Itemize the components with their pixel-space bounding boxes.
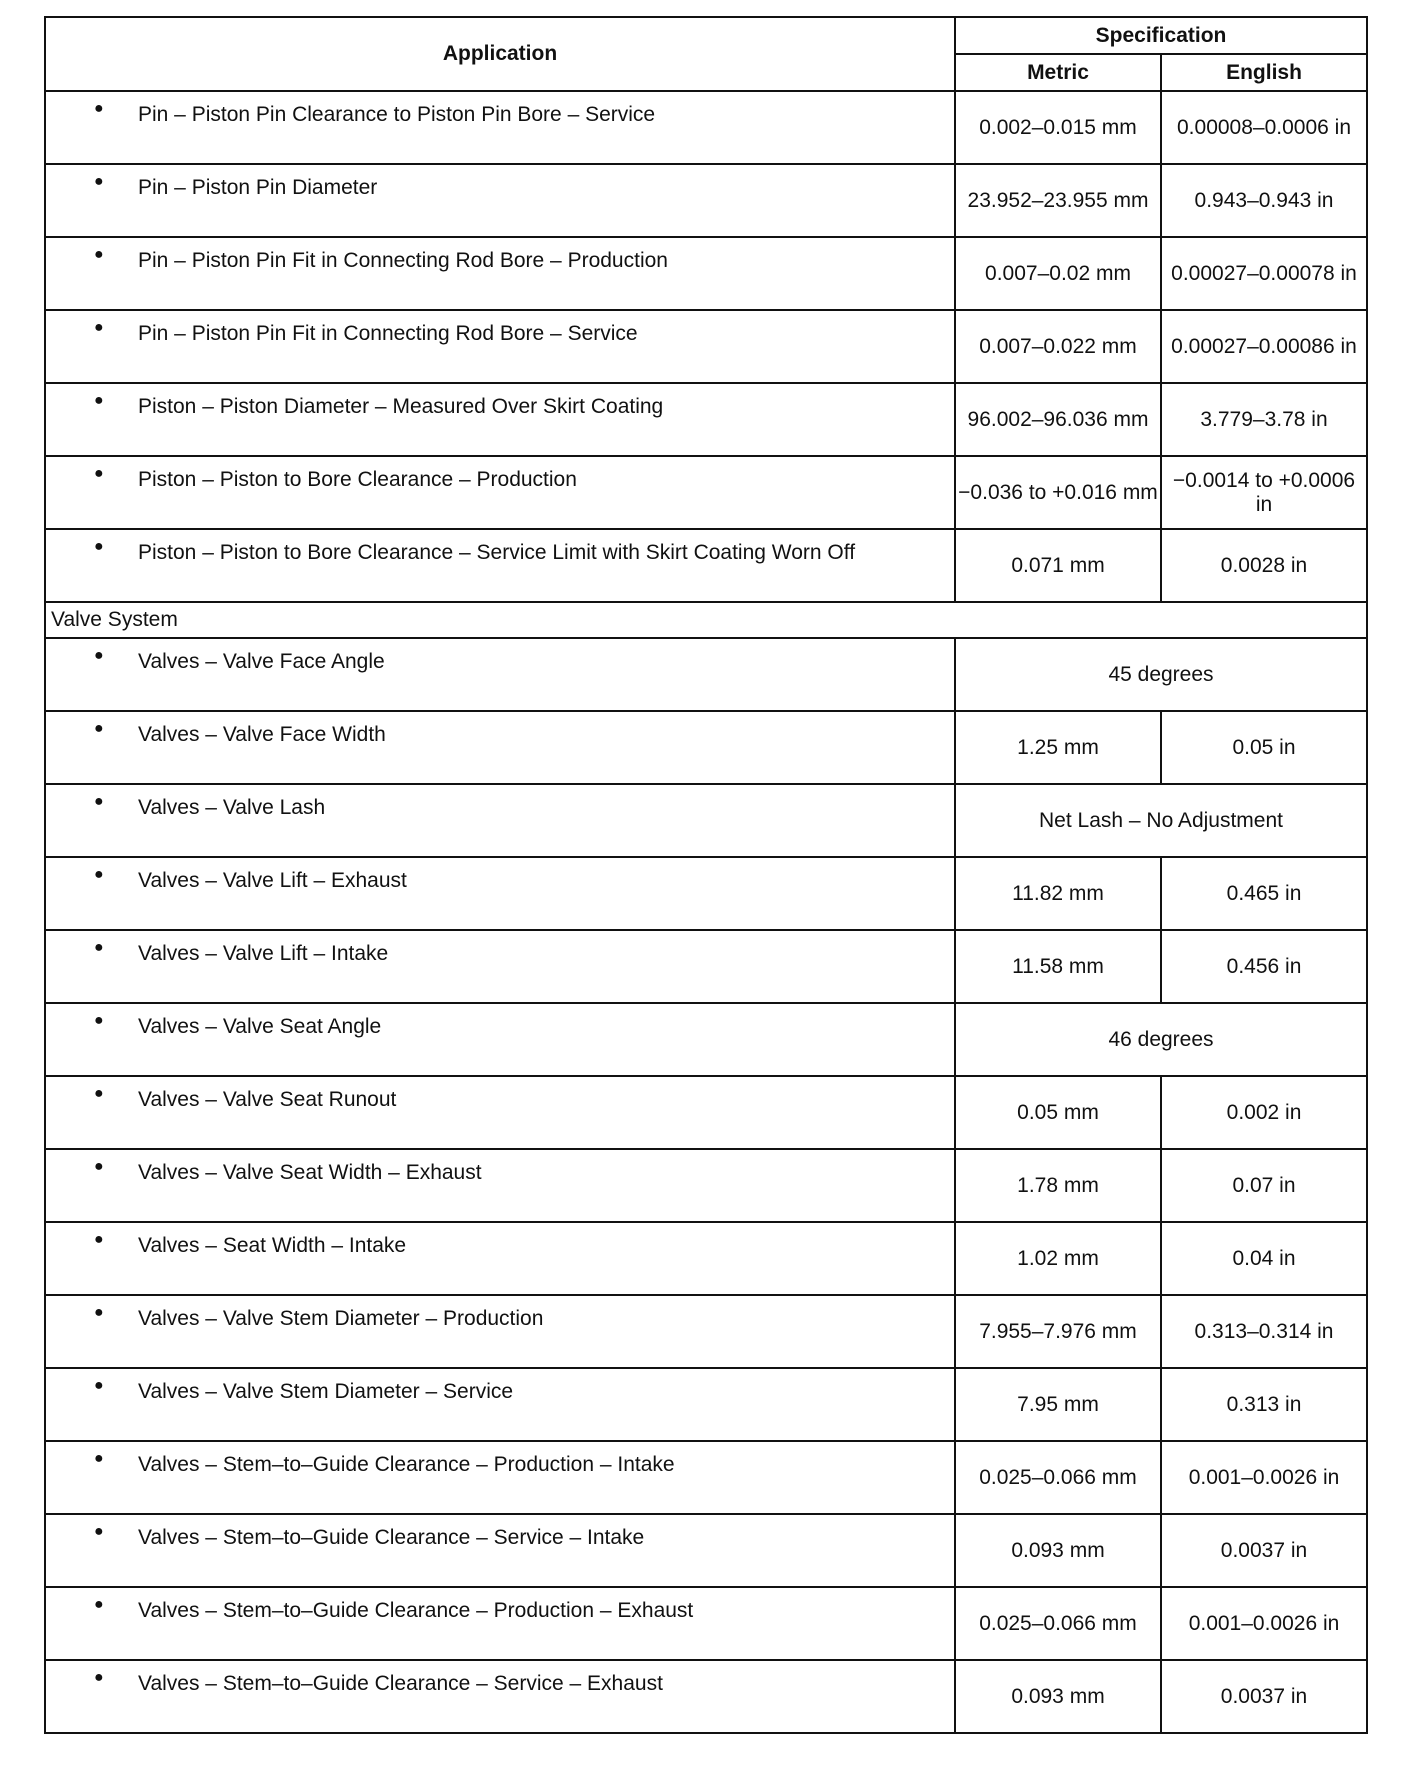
table-row: [45, 1514, 1367, 1587]
application-cell: [45, 91, 955, 164]
application-cell: [45, 857, 955, 930]
bullet-icon: ●: [94, 720, 104, 737]
application-text: Valves – Valve Lift – Intake: [138, 942, 389, 965]
bullet-icon: ●: [94, 392, 104, 409]
application-cell: [45, 1514, 955, 1587]
application-text: Valves – Valve Seat Runout: [138, 1088, 397, 1111]
metric-value-cell: 0.007–0.022 mm: [955, 310, 1161, 383]
section-row: [45, 602, 1367, 638]
english-value-cell: −0.0014 to +0.0006 in: [1161, 456, 1367, 529]
english-value-cell: 0.001–0.0026 in: [1161, 1441, 1367, 1514]
english-value-cell: 0.0028 in: [1161, 529, 1367, 602]
metric-value-cell: 0.071 mm: [955, 529, 1161, 602]
bullet-icon: ●: [94, 1377, 104, 1394]
english-value-cell: 0.04 in: [1161, 1222, 1367, 1295]
bullet-icon: ●: [94, 1158, 104, 1175]
english-value-cell: 0.002 in: [1161, 1076, 1367, 1149]
spec-table-body: [45, 91, 1367, 1733]
application-text: Valves – Valve Face Angle: [138, 650, 385, 673]
application-text: Pin – Piston Pin Fit in Connecting Rod Bore – Production: [138, 249, 668, 272]
application-text: Valves – Valve Seat Width – Exhaust: [138, 1161, 482, 1184]
bullet-icon: ●: [94, 1523, 104, 1540]
english-value-cell: 0.313 in: [1161, 1368, 1367, 1441]
metric-value-cell: 0.007–0.02 mm: [955, 237, 1161, 310]
bullet-icon: ●: [94, 173, 104, 190]
application-cell: [45, 1368, 955, 1441]
metric-value-cell: 0.025–0.066 mm: [955, 1441, 1161, 1514]
bullet-icon: ●: [94, 1450, 104, 1467]
metric-value-cell: 7.955–7.976 mm: [955, 1295, 1161, 1368]
application-text: Pin – Piston Pin Fit in Connecting Rod Bore – Service: [138, 322, 638, 345]
metric-value-cell: 0.002–0.015 mm: [955, 91, 1161, 164]
metric-value-cell: 11.58 mm: [955, 930, 1161, 1003]
bullet-icon: ●: [94, 866, 104, 883]
bullet-icon: ●: [94, 1304, 104, 1321]
table-row: [45, 930, 1367, 1003]
spec-table: [44, 16, 1368, 1734]
bullet-icon: ●: [94, 1231, 104, 1248]
bullet-icon: ●: [94, 465, 104, 482]
application-cell: [45, 1660, 955, 1733]
english-value-cell: 0.00027–0.00086 in: [1161, 310, 1367, 383]
metric-value-cell: 0.093 mm: [955, 1660, 1161, 1733]
bullet-icon: ●: [94, 246, 104, 263]
bullet-icon: ●: [94, 538, 104, 555]
application-text: Valves – Valve Stem Diameter – Service: [138, 1380, 514, 1403]
table-row: [45, 638, 1367, 711]
metric-value-cell: 96.002–96.036 mm: [955, 383, 1161, 456]
application-cell: [45, 383, 955, 456]
table-row: [45, 1076, 1367, 1149]
table-row: [45, 456, 1367, 529]
application-cell: [45, 711, 955, 784]
bullet-icon: ●: [94, 1085, 104, 1102]
metric-value-cell: 0.05 mm: [955, 1076, 1161, 1149]
section-title: Valve System: [45, 602, 1367, 638]
english-value-cell: 0.0037 in: [1161, 1660, 1367, 1733]
application-text: Valves – Valve Lash: [138, 796, 326, 819]
bullet-icon: ●: [94, 319, 104, 336]
application-cell: [45, 310, 955, 383]
english-value-cell: 0.465 in: [1161, 857, 1367, 930]
application-cell: [45, 1149, 955, 1222]
application-text: Valves – Seat Width – Intake: [138, 1234, 407, 1257]
table-row: [45, 711, 1367, 784]
application-text: Pin – Piston Pin Clearance to Piston Pin Bore – Service: [138, 103, 656, 126]
application-text: Valves – Valve Stem Diameter – Production: [138, 1307, 544, 1330]
application-text: Piston – Piston to Bore Clearance – Service Limit with Skirt Coating Worn Off: [138, 541, 856, 564]
application-cell: [45, 1076, 955, 1149]
bullet-icon: ●: [94, 939, 104, 956]
header-english: English: [1161, 54, 1367, 91]
metric-value-cell: −0.036 to +0.016 mm: [955, 456, 1161, 529]
metric-value-cell: 0.025–0.066 mm: [955, 1587, 1161, 1660]
english-value-cell: 0.943–0.943 in: [1161, 164, 1367, 237]
combined-value-cell: Net Lash – No Adjustment: [955, 784, 1367, 857]
application-cell: [45, 164, 955, 237]
english-value-cell: 0.07 in: [1161, 1149, 1367, 1222]
bullet-icon: ●: [94, 1012, 104, 1029]
metric-value-cell: 7.95 mm: [955, 1368, 1161, 1441]
english-value-cell: 3.779–3.78 in: [1161, 383, 1367, 456]
table-row: [45, 1149, 1367, 1222]
metric-value-cell: 11.82 mm: [955, 857, 1161, 930]
table-row: [45, 310, 1367, 383]
application-cell: [45, 1003, 955, 1076]
bullet-icon: ●: [94, 1669, 104, 1686]
application-text: Valves – Valve Seat Angle: [138, 1015, 382, 1038]
english-value-cell: 0.313–0.314 in: [1161, 1295, 1367, 1368]
header-application: Application: [45, 17, 955, 91]
english-value-cell: 0.00027–0.00078 in: [1161, 237, 1367, 310]
bullet-icon: ●: [94, 1596, 104, 1613]
combined-value-cell: 46 degrees: [955, 1003, 1367, 1076]
table-row: [45, 784, 1367, 857]
metric-value-cell: 23.952–23.955 mm: [955, 164, 1161, 237]
table-row: [45, 1295, 1367, 1368]
english-value-cell: 0.001–0.0026 in: [1161, 1587, 1367, 1660]
metric-value-cell: 1.78 mm: [955, 1149, 1161, 1222]
table-row: [45, 1587, 1367, 1660]
table-row: [45, 1368, 1367, 1441]
application-text: Pin – Piston Pin Diameter: [138, 176, 378, 199]
table-row: [45, 1660, 1367, 1733]
table-row: [45, 383, 1367, 456]
application-cell: [45, 529, 955, 602]
application-cell: [45, 1587, 955, 1660]
table-row: [45, 857, 1367, 930]
application-cell: [45, 1295, 955, 1368]
table-row: [45, 529, 1367, 602]
metric-value-cell: 0.093 mm: [955, 1514, 1161, 1587]
application-cell: [45, 930, 955, 1003]
table-row: [45, 1003, 1367, 1076]
application-text: Valves – Valve Face Width: [138, 723, 386, 746]
application-text: Piston – Piston Diameter – Measured Over Skirt Coating: [138, 395, 664, 418]
table-row: [45, 1222, 1367, 1295]
application-cell: [45, 237, 955, 310]
english-value-cell: 0.05 in: [1161, 711, 1367, 784]
table-row: [45, 237, 1367, 310]
application-text: Valves – Stem–to–Guide Clearance – Service – Exhaust: [138, 1672, 663, 1695]
combined-value-cell: 45 degrees: [955, 638, 1367, 711]
header-specification: Specification: [955, 17, 1367, 54]
table-row: [45, 91, 1367, 164]
metric-value-cell: 1.02 mm: [955, 1222, 1161, 1295]
application-text: Valves – Valve Lift – Exhaust: [138, 869, 407, 892]
english-value-cell: 0.0037 in: [1161, 1514, 1367, 1587]
metric-value-cell: 1.25 mm: [955, 711, 1161, 784]
application-text: Piston – Piston to Bore Clearance – Production: [138, 468, 577, 491]
bullet-icon: ●: [94, 647, 104, 664]
english-value-cell: 0.00008–0.0006 in: [1161, 91, 1367, 164]
application-cell: [45, 456, 955, 529]
bullet-icon: ●: [94, 793, 104, 810]
application-cell: [45, 1441, 955, 1514]
application-cell: [45, 784, 955, 857]
header-metric: Metric: [955, 54, 1161, 91]
bullet-icon: ●: [94, 100, 104, 117]
application-cell: [45, 1222, 955, 1295]
table-row: [45, 1441, 1367, 1514]
application-text: Valves – Stem–to–Guide Clearance – Production – Exhaust: [138, 1599, 694, 1622]
application-text: Valves – Stem–to–Guide Clearance – Production – Intake: [138, 1453, 675, 1476]
english-value-cell: 0.456 in: [1161, 930, 1367, 1003]
table-row: [45, 164, 1367, 237]
application-text: Valves – Stem–to–Guide Clearance – Service – Intake: [138, 1526, 645, 1549]
application-cell: [45, 638, 955, 711]
